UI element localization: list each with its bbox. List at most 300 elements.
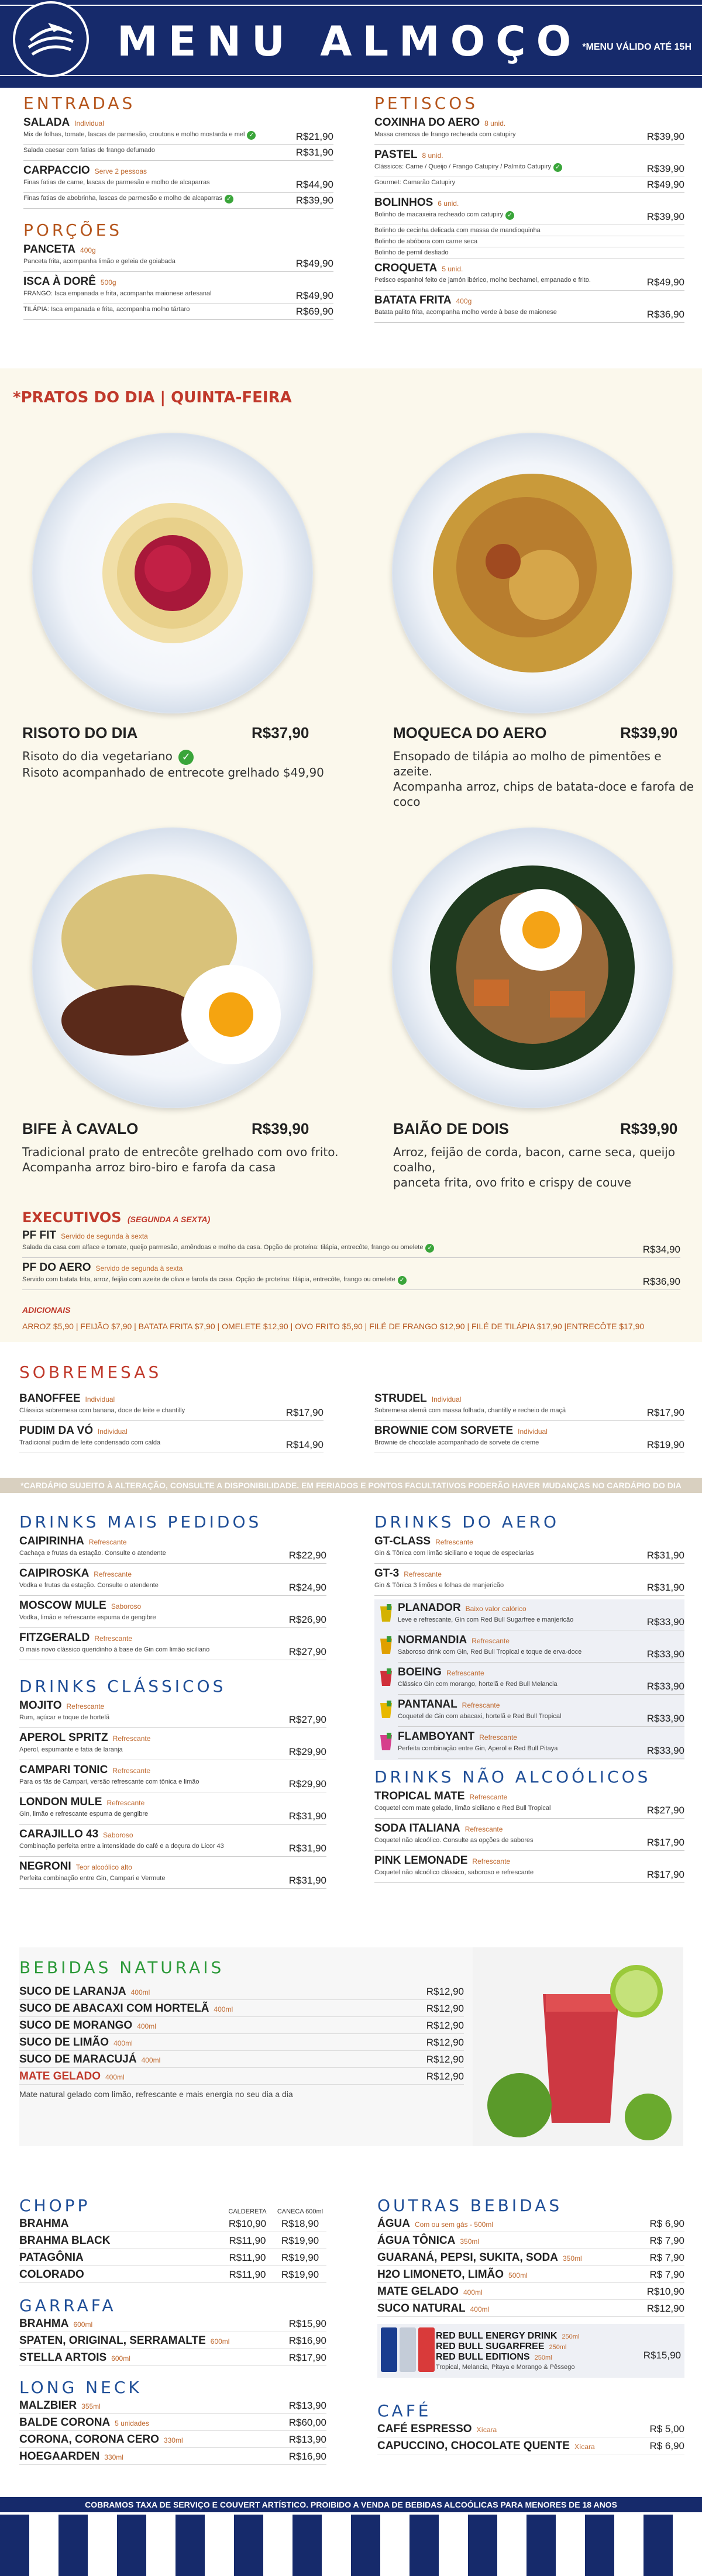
item-description-row [19, 1612, 326, 1628]
menu-item [19, 2002, 464, 2017]
item-description-row [374, 1548, 684, 1564]
item-price: R$49,90 [646, 277, 684, 288]
sobremesas-left [19, 1389, 324, 1453]
item-name: MATE GELADO [19, 2070, 101, 2082]
item-description: Petisco espanhol feito de jamón ibérico, molho bechamel, empanado e frito. [374, 277, 591, 284]
item-name: CORONA, CORONA CERO [19, 2433, 159, 2446]
footer-stripe [88, 2515, 117, 2576]
item-qty: 350ml [562, 2254, 582, 2263]
item-description-row [398, 1679, 684, 1695]
item-name: CAMPARI TONIC [19, 1764, 108, 1776]
menu-item [19, 2036, 464, 2051]
item-description: Tradicional pudim de leite condensado com calda [19, 1439, 161, 1446]
menu-item [19, 2450, 326, 2465]
item-qty: Refrescante [112, 1767, 150, 1775]
chopp-section [19, 2196, 326, 2465]
dish-name: MOQUECA DO AERO [393, 724, 547, 742]
item-description: Coquetel com mate gelado, limão siciliano e Red Bull Tropical [374, 1805, 551, 1812]
item-price: R$60,00 [288, 2417, 326, 2428]
item-price: R$33,90 [646, 1713, 684, 1724]
item-name: COLORADO [19, 2268, 84, 2281]
dish-price: R$39,90 [620, 724, 678, 742]
menu-item [19, 1985, 464, 2000]
dish-description [393, 1144, 702, 1190]
menu-item [398, 1730, 684, 1743]
item-description: Mix de folhas, tomate, lascas de parmesão, croutons e molho mostarda e mel [23, 131, 245, 138]
item-name: BANOFFEE [19, 1392, 81, 1405]
menu-item [398, 1602, 684, 1615]
footer-stripe [673, 2515, 702, 2576]
item-description: Perfeita combinação entre Gin, Campari e Vermute [19, 1875, 166, 1882]
item-price: R$13,90 [288, 2400, 326, 2411]
item-price-caldereta: R$10,90 [228, 2218, 267, 2229]
executivos-section [22, 1209, 680, 1331]
cocktail-glass-icon [374, 1729, 398, 1753]
item-price: R$19,90 [646, 1439, 684, 1450]
item-description: Cachaça e frutas da estação. Consulte o atendente [19, 1550, 166, 1557]
menu-item [377, 2423, 684, 2437]
drinks-classicos-list [19, 1699, 326, 1889]
vegetarian-check-icon: ✓ [178, 750, 194, 765]
drinks-do-aero-section [374, 1512, 684, 1883]
item-name: STRUDEL [374, 1392, 427, 1405]
item-description-row [19, 1809, 326, 1825]
drinks-mais-pedidos-section [19, 1512, 326, 1889]
menu-item [19, 2019, 464, 2034]
footer-stripe [117, 2515, 146, 2576]
item-qty: Refrescante [462, 1701, 500, 1709]
menu-item [398, 1666, 684, 1679]
item-price: R$ 7,90 [649, 2269, 684, 2280]
item-qty: 355ml [81, 2402, 101, 2411]
long-neck-title: LONG NECK [19, 2378, 142, 2397]
flight-drink-item [374, 1728, 684, 1760]
item-price: R$17,90 [646, 1837, 684, 1848]
menu-item [19, 1828, 326, 1841]
item-price-caneca: R$19,90 [281, 2252, 319, 2263]
item-name: MATE GELADO [377, 2285, 459, 2298]
item-description: Panceta frita, acompanha limão e geleia de goiabada [23, 258, 176, 265]
item-description-row [374, 1803, 684, 1819]
item-price: R$ 5,00 [649, 2423, 684, 2434]
item-qty: Xícara [574, 2443, 595, 2451]
bebidas-naturais-section [19, 1947, 683, 2146]
drinks-pedidos-title: DRINKS MAIS PEDIDOS [19, 1512, 262, 1532]
item-qty: Individual [97, 1427, 128, 1436]
item-price: R$31,90 [646, 1582, 684, 1593]
dish-desc-line: Tradicional prato de entrecôte grelhado com ovo frito. [22, 1145, 339, 1159]
item-qty: 250ml [534, 2354, 552, 2361]
entradas-section [23, 94, 333, 320]
item-price-caneca: R$19,90 [281, 2235, 319, 2246]
item-description: Bolinho de cecinha delicada com massa de mandioquinha [374, 227, 541, 234]
item-name: BROWNIE COM SORVETE [374, 1425, 514, 1437]
item-name: MALZBIER [19, 2399, 77, 2412]
item-description: Massa cremosa de frango recheada com catupiry [374, 131, 516, 138]
item-price: R$14,90 [285, 1439, 324, 1450]
item-description-row [23, 256, 333, 272]
item-price: R$33,90 [646, 1745, 684, 1756]
item-description: Vodka, limão e refrescante espuma de gengibre [19, 1614, 156, 1621]
dish-description [393, 749, 702, 809]
flight-drink-body [398, 1633, 684, 1663]
footer-stripe [322, 2515, 351, 2576]
outras-bebidas-section [377, 2196, 684, 2454]
menu-item [23, 243, 333, 256]
item-description-row [374, 1867, 684, 1883]
item-description-row [23, 145, 333, 161]
item-price: R$69,90 [295, 306, 333, 317]
menu-item [23, 275, 333, 288]
menu-item [374, 1535, 684, 1548]
item-name: CARAJILLO 43 [19, 1828, 99, 1840]
item-description: Gin, limão e refrescante espuma de gengibre [19, 1811, 149, 1818]
menu-item [377, 2218, 684, 2232]
item-qty: 400ml [105, 2073, 125, 2081]
menu-item [19, 1425, 324, 1437]
item-name: GT-3 [374, 1567, 400, 1580]
item-description: Leve e refrescante, Gin com Red Bull Sugarfree e manjericão [398, 1616, 574, 1623]
menu-item [374, 1392, 684, 1405]
item-price-caldereta: R$11,90 [229, 2269, 266, 2280]
item-name: SUCO DE MORANGO [19, 2019, 133, 2032]
drinks-nao-alcoolicos-list [374, 1790, 684, 1883]
menu-item [19, 2218, 326, 2232]
item-description: Coquetel não alcoólico. Consulte as opções de sabores [374, 1837, 534, 1844]
item-price: R$17,90 [285, 1407, 324, 1418]
bebidas-naturais-title: BEBIDAS NATURAIS [19, 1958, 225, 1977]
item-name: PUDIM DA VÓ [19, 1425, 93, 1437]
cocktail-glass-icon [374, 1601, 398, 1624]
bife-a-cavalo-photo [32, 827, 313, 1108]
menu-item [19, 2334, 326, 2349]
airplane-logo-icon [13, 1, 89, 77]
item-qty: Individual [518, 1427, 548, 1436]
item-name: BOLINHOS [374, 196, 433, 209]
item-description-row [374, 1835, 684, 1851]
item-qty: 400ml [470, 2305, 490, 2313]
dish-desc-line: Risoto acompanhado de entrecote grelhado $49,90 [22, 765, 324, 780]
flight-drink-item [374, 1632, 684, 1664]
item-name: CAIPIROSKA [19, 1567, 90, 1580]
menu-item [19, 2433, 326, 2448]
dish-desc-line: Acompanha arroz, chips de batata-doce e farofa de coco [393, 780, 694, 809]
item-description: Coquetel não alcoólico clássico, saboroso e refrescante [374, 1869, 534, 1876]
item-price: R$36,90 [646, 309, 684, 320]
footer-stripe [205, 2515, 234, 2576]
porcoes-list [23, 243, 333, 320]
flight-drink-item [374, 1696, 684, 1728]
vegetarian-check-icon: ✓ [398, 1276, 407, 1285]
item-price: R$29,90 [288, 1778, 326, 1789]
risoto-photo [32, 433, 313, 713]
menu-item [19, 2053, 464, 2068]
item-price-caneca: R$18,90 [281, 2218, 319, 2229]
menu-item [374, 1822, 684, 1835]
item-name: NEGRONI [19, 1860, 71, 1872]
menu-item [19, 2070, 464, 2085]
item-name: PANTANAL [398, 1698, 457, 1711]
item-name: CROQUETA [374, 262, 438, 274]
item-name: FLAMBOYANT [398, 1730, 475, 1743]
dish-name: RISOTO DO DIA [22, 724, 138, 742]
item-price: R$24,90 [288, 1582, 326, 1593]
item-price: R$ 6,90 [649, 2440, 684, 2451]
item-description: Batata palito frita, acompanha molho verde à base de maionese [374, 309, 557, 316]
outras-bebidas-list [377, 2218, 684, 2317]
item-name: GT-CLASS [374, 1535, 431, 1547]
item-name: SUCO DE MARACUJÁ [19, 2053, 137, 2065]
item-name: ÁGUA TÔNICA [377, 2234, 456, 2247]
item-description-row [374, 247, 684, 258]
item-description-row [374, 1437, 684, 1453]
menu-item [377, 2251, 684, 2266]
menu-item [19, 2251, 326, 2266]
menu-item [23, 164, 333, 177]
item-qty: Refrescante [112, 1734, 151, 1743]
item-price: R$39,90 [646, 163, 684, 174]
menu-item [22, 1261, 680, 1274]
item-price: R$ 7,90 [649, 2235, 684, 2246]
item-name: SODA ITALIANA [374, 1822, 460, 1834]
menu-item [377, 2234, 684, 2249]
menu-item [19, 1764, 326, 1777]
item-qty: 400ml [463, 2288, 483, 2296]
item-description: Salada da casa com alface e tomate, queijo parmesão, amêndoas e molho da casa. Opção de proteína: tilápia, entrecôte, frango ou omelete [22, 1244, 424, 1251]
item-description-row [22, 1242, 680, 1258]
item-qty: Teor alcoólico alto [75, 1863, 132, 1871]
menu-item [374, 149, 684, 161]
item-qty: 400ml [113, 2039, 133, 2047]
item-description: Gourmet: Camarão Catupiry [374, 179, 456, 186]
entradas-list [23, 116, 333, 209]
footer-notice: COBRAMOS TAXA DE SERVIÇO E COUVERT ARTÍSTICO. PROIBIDO A VENDA DE BEBIDAS ALCOÓLICAS PARA MENORES DE 18 ANOS [0, 2497, 702, 2512]
menu-item [374, 1425, 684, 1437]
item-description: FRANGO: Isca empanada e frita, acompanha maionese artesanal [23, 290, 212, 297]
item-name: HOEGAARDEN [19, 2450, 100, 2463]
item-price: R$33,90 [646, 1616, 684, 1627]
item-price: R$12,90 [426, 2003, 464, 2014]
item-name: RED BULL EDITIONS [436, 2352, 530, 2362]
dish-price: R$39,90 [620, 1120, 678, 1137]
item-description: Sobremesa alemã com massa folhada, chantilly e recheio de maçã [374, 1407, 566, 1414]
item-qty: Xícara [476, 2426, 497, 2434]
item-description-row [374, 275, 684, 291]
item-description: Vodka e frutas da estação. Consulte o atendente [19, 1582, 159, 1589]
menu-item [374, 262, 684, 275]
item-price: R$31,90 [646, 1550, 684, 1561]
item-name: NORMANDIA [398, 1634, 467, 1646]
menu-item [377, 2440, 684, 2454]
item-description: Combinação perfeita entre a intensidade do café e a doçura do Licor 43 [19, 1843, 224, 1850]
item-price: R$39,90 [646, 211, 684, 222]
item-qty: Refrescante [446, 1669, 484, 1677]
footer-stripe [234, 2515, 263, 2576]
item-price: R$49,90 [295, 290, 333, 301]
item-name: PF FIT [22, 1229, 57, 1242]
item-description-row [374, 161, 684, 177]
item-qty: Individual [431, 1395, 462, 1403]
redbull-flavors: Tropical, Melancia, Pitaya e Morango & Pêssego [436, 2364, 575, 2371]
item-description-row [23, 177, 333, 193]
menu-item [398, 1698, 684, 1711]
item-name: MOJITO [19, 1699, 62, 1712]
item-name: H2O LIMONETO, LIMÃO [377, 2268, 504, 2281]
item-name: APEROL SPRITZ [19, 1732, 108, 1744]
menu-item [374, 294, 684, 307]
item-qty: Saboroso [111, 1602, 142, 1611]
item-price: R$12,90 [426, 2054, 464, 2065]
item-price: R$34,90 [642, 1244, 680, 1255]
menu-item [19, 2268, 326, 2283]
item-price: R$12,90 [426, 2037, 464, 2048]
footer-stripe [614, 2515, 644, 2576]
item-name: SUCO DE LIMÃO [19, 2036, 109, 2049]
item-description-row [374, 307, 684, 323]
cardapio-disclaimer: *CARDÁPIO SUJEITO À ALTERAÇÃO, CONSULTE A DISPONIBILIDADE. EM FERIADOS E PONTOS FACULTATIVOS PODERÃO HAVER MUDANÇAS NO CARDÁPIO DO DIA [0, 1478, 702, 1493]
item-description-row [23, 288, 333, 304]
sobremesas-title: SOBREMESAS [19, 1363, 162, 1382]
menu-item [19, 1535, 326, 1548]
item-description: Clássica sobremesa com banana, doce de leite e chantilly [19, 1407, 185, 1414]
item-qty: Refrescante [66, 1702, 105, 1711]
item-name: FITZGERALD [19, 1632, 90, 1644]
vegetarian-check-icon: ✓ [505, 211, 514, 220]
item-price: R$13,90 [288, 2434, 326, 2445]
drinks-aero-list [374, 1535, 684, 1596]
footer-stripe [526, 2515, 556, 2576]
drinks-nao-alcoolicos-title: DRINKS NÃO ALCOÓLICOS [374, 1767, 651, 1787]
item-price: R$17,90 [288, 2352, 326, 2363]
item-price: R$12,90 [426, 2071, 464, 2082]
footer-stripe [263, 2515, 292, 2576]
item-name: LONDON MULE [19, 1796, 102, 1808]
footer-stripe [644, 2515, 673, 2576]
item-name: ISCA À DORÊ [23, 275, 96, 288]
dish-desc-line: Acompanha arroz biro-biro e farofa da casa [22, 1160, 276, 1174]
item-description-row [374, 129, 684, 145]
drinks-aero-redbull-list [374, 1599, 684, 1760]
item-qty: 5 unidades [115, 2419, 149, 2427]
item-description-row [374, 209, 684, 225]
item-name: RED BULL SUGARFREE [436, 2341, 545, 2351]
item-price: R$27,90 [288, 1646, 326, 1657]
item-price: R$12,90 [646, 2303, 684, 2314]
item-description: Servido com batata frita, arroz, feijão com azeite de oliva e farofa da casa. Opção de proteína: tilápia, entrecôte, frango ou omelete [22, 1276, 395, 1283]
item-price: R$12,90 [426, 2020, 464, 2031]
item-name: PASTEL [374, 149, 418, 161]
item-qty: Refrescante [469, 1793, 508, 1801]
menu-validity-note: *MENU VÁLIDO ATÉ 15H [582, 42, 691, 52]
item-qty: 400ml [141, 2056, 161, 2064]
menu-item [19, 1699, 326, 1712]
menu-item [374, 1790, 684, 1803]
item-description-row [19, 1841, 326, 1857]
item-qty: 250ml [562, 2333, 580, 2340]
item-description: Finas fatias de carne, lascas de parmesão e molho de alcaparras [23, 179, 210, 186]
item-name: BOEING [398, 1666, 442, 1678]
item-description: O mais novo clássico queridinho à base de Gin com limão siciliano [19, 1646, 210, 1653]
item-name: CAFÉ ESPRESSO [377, 2423, 472, 2435]
menu-item [22, 1229, 680, 1242]
item-price: R$36,90 [642, 1276, 680, 1287]
item-description: Gin & Tônica 3 limões e folhas de manjericão [374, 1582, 504, 1589]
item-description: Bolinho de macaxeira recheado com catupiry [374, 211, 504, 218]
vegetarian-check-icon: ✓ [247, 131, 256, 140]
item-qty: Refrescante [94, 1634, 133, 1643]
item-qty: 500g [100, 278, 116, 287]
item-qty: 330ml [163, 2436, 183, 2444]
item-name: COXINHA DO AERO [374, 116, 480, 129]
footer-stripe [439, 2515, 468, 2576]
item-description: Bolinho de abóbora com carne seca [374, 238, 478, 245]
footer-stripe [468, 2515, 497, 2576]
cocktail-glass-icon [374, 1697, 398, 1720]
menu-item [19, 2399, 326, 2414]
item-price: R$44,90 [295, 179, 333, 190]
garrafa-list [19, 2318, 326, 2366]
flight-drink-body [398, 1729, 684, 1759]
item-price: R$31,90 [288, 1811, 326, 1822]
item-qty: Com ou sem gás - 500ml [414, 2220, 494, 2229]
item-name: BALDE CORONA [19, 2416, 111, 2429]
item-description-row [19, 1644, 326, 1660]
item-price: R$16,90 [288, 2451, 326, 2462]
item-description-row [374, 177, 684, 193]
item-price: R$39,90 [295, 195, 333, 206]
petiscos-list [374, 116, 684, 323]
redbull-price: R$15,90 [643, 2350, 681, 2361]
moqueca-photo [392, 433, 673, 713]
item-qty: Refrescante [106, 1799, 145, 1807]
item-qty: 600ml [111, 2354, 130, 2363]
item-qty: Serve 2 pessoas [94, 167, 147, 175]
dish-desc-line: Arroz, feijão de corda, bacon, carne seca, queijo coalho, [393, 1145, 675, 1174]
item-name: SUCO DE LARANJA [19, 1985, 126, 1998]
item-price: R$49,90 [295, 258, 333, 269]
item-price: R$21,90 [295, 131, 333, 142]
item-qty: 5 unid. [442, 265, 463, 273]
item-price: R$12,90 [426, 1986, 464, 1997]
item-qty: 500ml [508, 2271, 528, 2280]
item-price: R$10,90 [646, 2286, 684, 2297]
menu-item [398, 1634, 684, 1647]
item-price: R$15,90 [288, 2318, 326, 2329]
item-price: R$27,90 [288, 1714, 326, 1725]
item-name: CAIPIRINHA [19, 1535, 84, 1547]
menu-item [377, 2302, 684, 2317]
item-qty: 250ml [549, 2344, 567, 2351]
flight-drink-body [398, 1697, 684, 1727]
item-price: R$16,90 [288, 2335, 326, 2346]
entradas-title: ENTRADAS [23, 94, 136, 113]
item-description-row [19, 1744, 326, 1760]
item-description: Bolinho de pernil desfiado [374, 249, 449, 256]
item-name: BRAHMA [19, 2318, 69, 2330]
menu-item [19, 1796, 326, 1809]
item-name: SUCO DE ABACAXI COM HORTELÃ [19, 2002, 209, 2015]
item-qty: 400g [80, 246, 96, 254]
juice-glass-photo [473, 1947, 683, 2146]
item-name: MOSCOW MULE [19, 1599, 106, 1612]
cafe-title: CAFÉ [377, 2401, 432, 2420]
baiao-de-dois-photo [392, 827, 673, 1108]
item-name: PF DO AERO [22, 1261, 91, 1274]
item-price: R$29,90 [288, 1746, 326, 1757]
item-name: ÁGUA [377, 2218, 410, 2230]
pratos-title: *PRATOS DO DIA | QUINTA-FEIRA [13, 389, 292, 406]
item-name: SALADA [23, 116, 70, 129]
